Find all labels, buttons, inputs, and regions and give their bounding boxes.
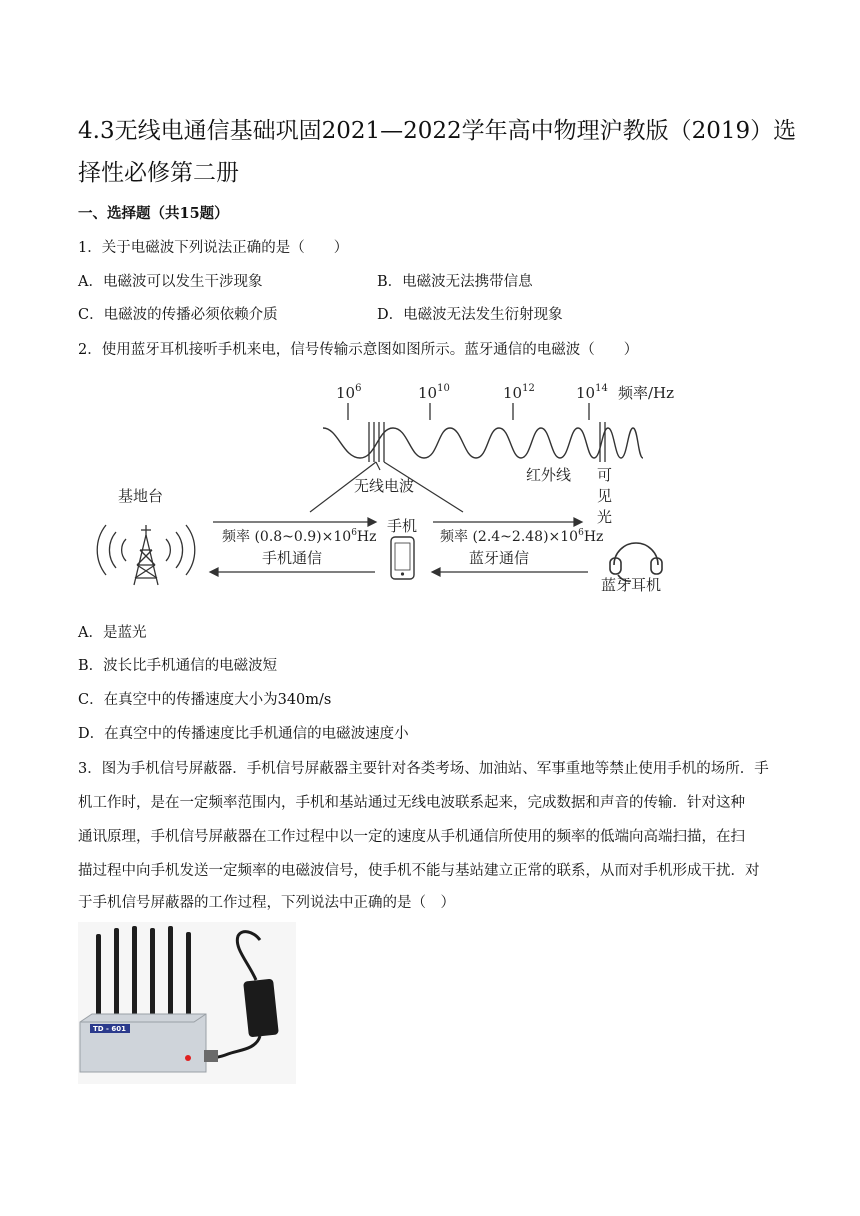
radio-wave-label: 无线电波	[354, 477, 415, 495]
svg-text:1014	[576, 383, 608, 402]
left-freq-label: 频率 (0.8~0.9)×10	[222, 529, 352, 545]
freq-exp-2: 10	[437, 383, 450, 394]
freq-tick-2: 10	[418, 384, 438, 402]
question-2-stem: 2．使用蓝牙耳机接听手机来电，信号传输示意图如图所示。蓝牙通信的电磁波（ ）	[78, 342, 639, 358]
visible-label-3: 光	[597, 508, 613, 526]
question-2-option-a: A．是蓝光	[78, 625, 147, 641]
question-3-line-1: 3．图为手机信号屏蔽器．手机信号屏蔽器主要针对各类考场、加油站、军事重地等禁止使用手机的场所．手	[78, 761, 769, 777]
freq-tick-4: 10	[576, 384, 596, 402]
freq-tick-marks	[348, 403, 589, 420]
svg-text:1012	[503, 383, 535, 402]
question-1-option-d: D．电磁波无法发生衍射现象	[377, 307, 563, 323]
section-heading: 一、选择题（共15题）	[78, 205, 229, 222]
freq-exp-4: 14	[595, 383, 608, 394]
left-caption: 手机通信	[262, 549, 323, 567]
right-arrows	[432, 518, 588, 576]
spectrum-wave	[323, 428, 643, 458]
freq-tick-3: 10	[503, 384, 523, 402]
question-1-option-b: B．电磁波无法携带信息	[377, 274, 533, 290]
question-2-option-d: D．在真空中的传播速度比手机通信的电磁波速度小	[78, 726, 409, 742]
freq-exp-3: 12	[522, 383, 535, 394]
jammer-label: TD - 601	[93, 1025, 126, 1033]
question-2-option-c: C．在真空中的传播速度大小为340m/s	[78, 692, 332, 708]
question-3-line-5: 于手机信号屏蔽器的工作过程，下列说法中正确的是（ ）	[78, 895, 455, 911]
question-1-stem: 1．关于电磁波下列说法正确的是（ ）	[78, 240, 349, 256]
base-station-label: 基地台	[118, 487, 164, 505]
question-3-line-3: 通讯原理，手机信号屏蔽器在工作过程中以一定的速度从手机通信所使用的频率的低端向高端扫描，在扫	[78, 829, 745, 845]
base-station-icon	[97, 525, 195, 585]
visible-label-2: 见	[597, 487, 613, 505]
left-arrows	[210, 518, 376, 576]
svg-text:106	[336, 383, 361, 402]
left-freq-unit: Hz	[356, 529, 377, 545]
question-1-option-c: C．电磁波的传播必须依赖介质	[78, 307, 278, 323]
question-1-option-a: A．电磁波可以发生干涉现象	[78, 274, 263, 290]
freq-tick-1: 10	[336, 384, 356, 402]
svg-text:频率 (0.8~0.9)×106Hz	[222, 528, 377, 545]
freq-unit-label: 频率/Hz	[618, 384, 675, 402]
earphone-label: 蓝牙耳机	[601, 576, 662, 594]
svg-text:频率 (2.4~2.48)×106Hz	[440, 528, 603, 545]
phone-label: 手机	[387, 517, 418, 535]
question-3-line-4: 描过程中向手机发送一定频率的电磁波信号，使手机不能与基站建立正常的联系，从而对手机形成干扰．对	[78, 863, 760, 879]
infrared-label: 红外线	[526, 466, 572, 484]
signal-transmission-diagram	[78, 370, 778, 610]
visible-label-1: 可	[597, 466, 613, 484]
right-freq-exp: 6	[578, 528, 584, 538]
phone-icon	[391, 537, 414, 579]
right-freq-unit: Hz	[583, 529, 604, 545]
freq-exp-1: 6	[355, 383, 362, 394]
signal-jammer-photo	[78, 922, 296, 1084]
svg-text:1010	[418, 383, 450, 402]
left-freq-exp: 6	[351, 528, 357, 538]
page-title: 4.3无线电通信基础巩固2021—2022学年高中物理沪教版（2019）选择性必修第二册	[78, 118, 797, 186]
question-2-option-b: B．波长比手机通信的电磁波短	[78, 658, 278, 674]
right-freq-label: 频率 (2.4~2.48)×10	[440, 529, 579, 545]
right-caption: 蓝牙通信	[469, 549, 530, 567]
question-3-line-2: 机工作时，是在一定频率范围内，手机和基站通过无线电波联系起来，完成数据和声音的传输．针对这种	[78, 795, 745, 811]
